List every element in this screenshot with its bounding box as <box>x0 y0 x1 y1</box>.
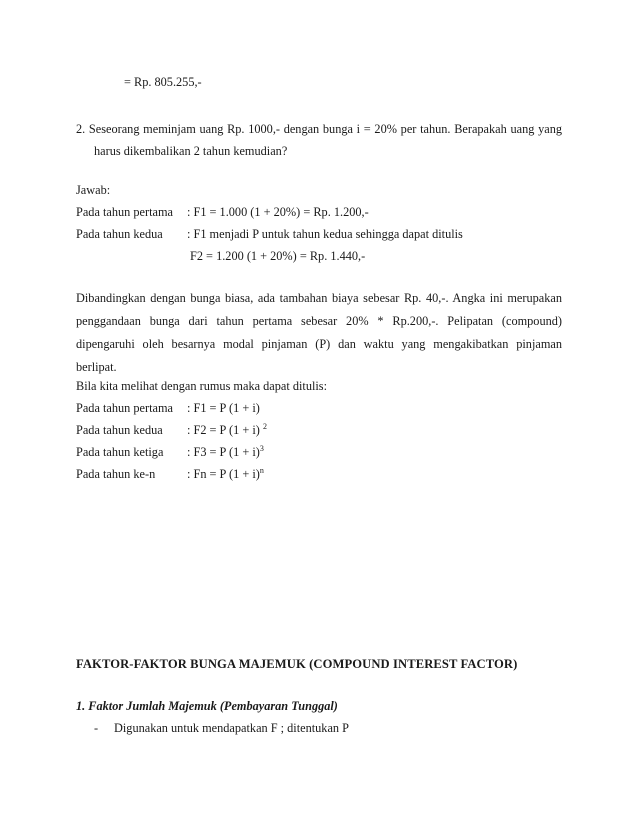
answer-label: Jawab: <box>76 183 111 197</box>
answer-row-2-label: Pada tahun kedua <box>76 227 163 241</box>
formula-4-label: Pada tahun ke-n <box>76 467 156 481</box>
formula-2-label: Pada tahun kedua <box>76 423 163 437</box>
section-item-1: 1. Faktor Jumlah Majemuk (Pembayaran Tunggal) <box>76 699 338 713</box>
paragraph-line-2: penggandaan bunga dari tahun pertama sebesar 20% * Rp.200,-. Pelipatan (compound) <box>76 314 562 328</box>
paragraph-line-1: Dibandingkan dengan bunga biasa, ada tambahan biaya sebesar Rp. 40,-. Angka ini merupakan <box>76 291 562 305</box>
answer-row-2-value: : F1 menjadi P untuk tahun kedua sehingga dapat ditulis <box>187 227 463 241</box>
paragraph-last-line: berlipat. <box>76 360 117 374</box>
paragraph-line-3: dipengaruhi oleh besarnya modal pinjaman (P) dan waktu yang mengakibatkan pinjaman <box>76 337 562 351</box>
answer-row-1-label: Pada tahun pertama <box>76 205 173 219</box>
problem-2-line-2: harus dikembalikan 2 tahun kemudian? <box>94 144 288 158</box>
problem-2-line-1: 2. Seseorang meminjam uang Rp. 1000,- dengan bunga i = 20% per tahun. Berapakah uang yang <box>76 122 562 136</box>
formula-3-value: : F3 = P $(1 + i)^3$ <box>187 444 264 459</box>
answer-row-1-value: : F1 = 1.000 (1 + 20%) = Rp. 1.200,- <box>187 205 369 219</box>
formula-1-value: : F1 = P (1 + i) <box>187 401 260 415</box>
bullet-dash: - <box>94 721 99 735</box>
formula-3-label: Pada tahun ketiga <box>76 445 164 459</box>
formula-intro: Bila kita melihat dengan rumus maka dapat ditulis: <box>76 379 328 393</box>
bullet-text: Digunakan untuk mendapatkan F ; ditentukan P <box>114 721 349 735</box>
f2-formula: F2 = 1.200 (1 + 20%) = Rp. 1.440,- <box>190 249 366 263</box>
formula-2-value: : F2 = P (1 + i) $^2$ <box>187 422 267 437</box>
result-line: = Rp. 805.255,- <box>124 75 202 89</box>
formula-4-value: : Fn = P $(1 + i)^n$ <box>187 466 264 481</box>
section-heading: FAKTOR-FAKTOR BUNGA MAJEMUK (COMPOUND INTEREST FACTOR) <box>76 657 518 671</box>
formula-1-label: Pada tahun pertama <box>76 401 173 415</box>
